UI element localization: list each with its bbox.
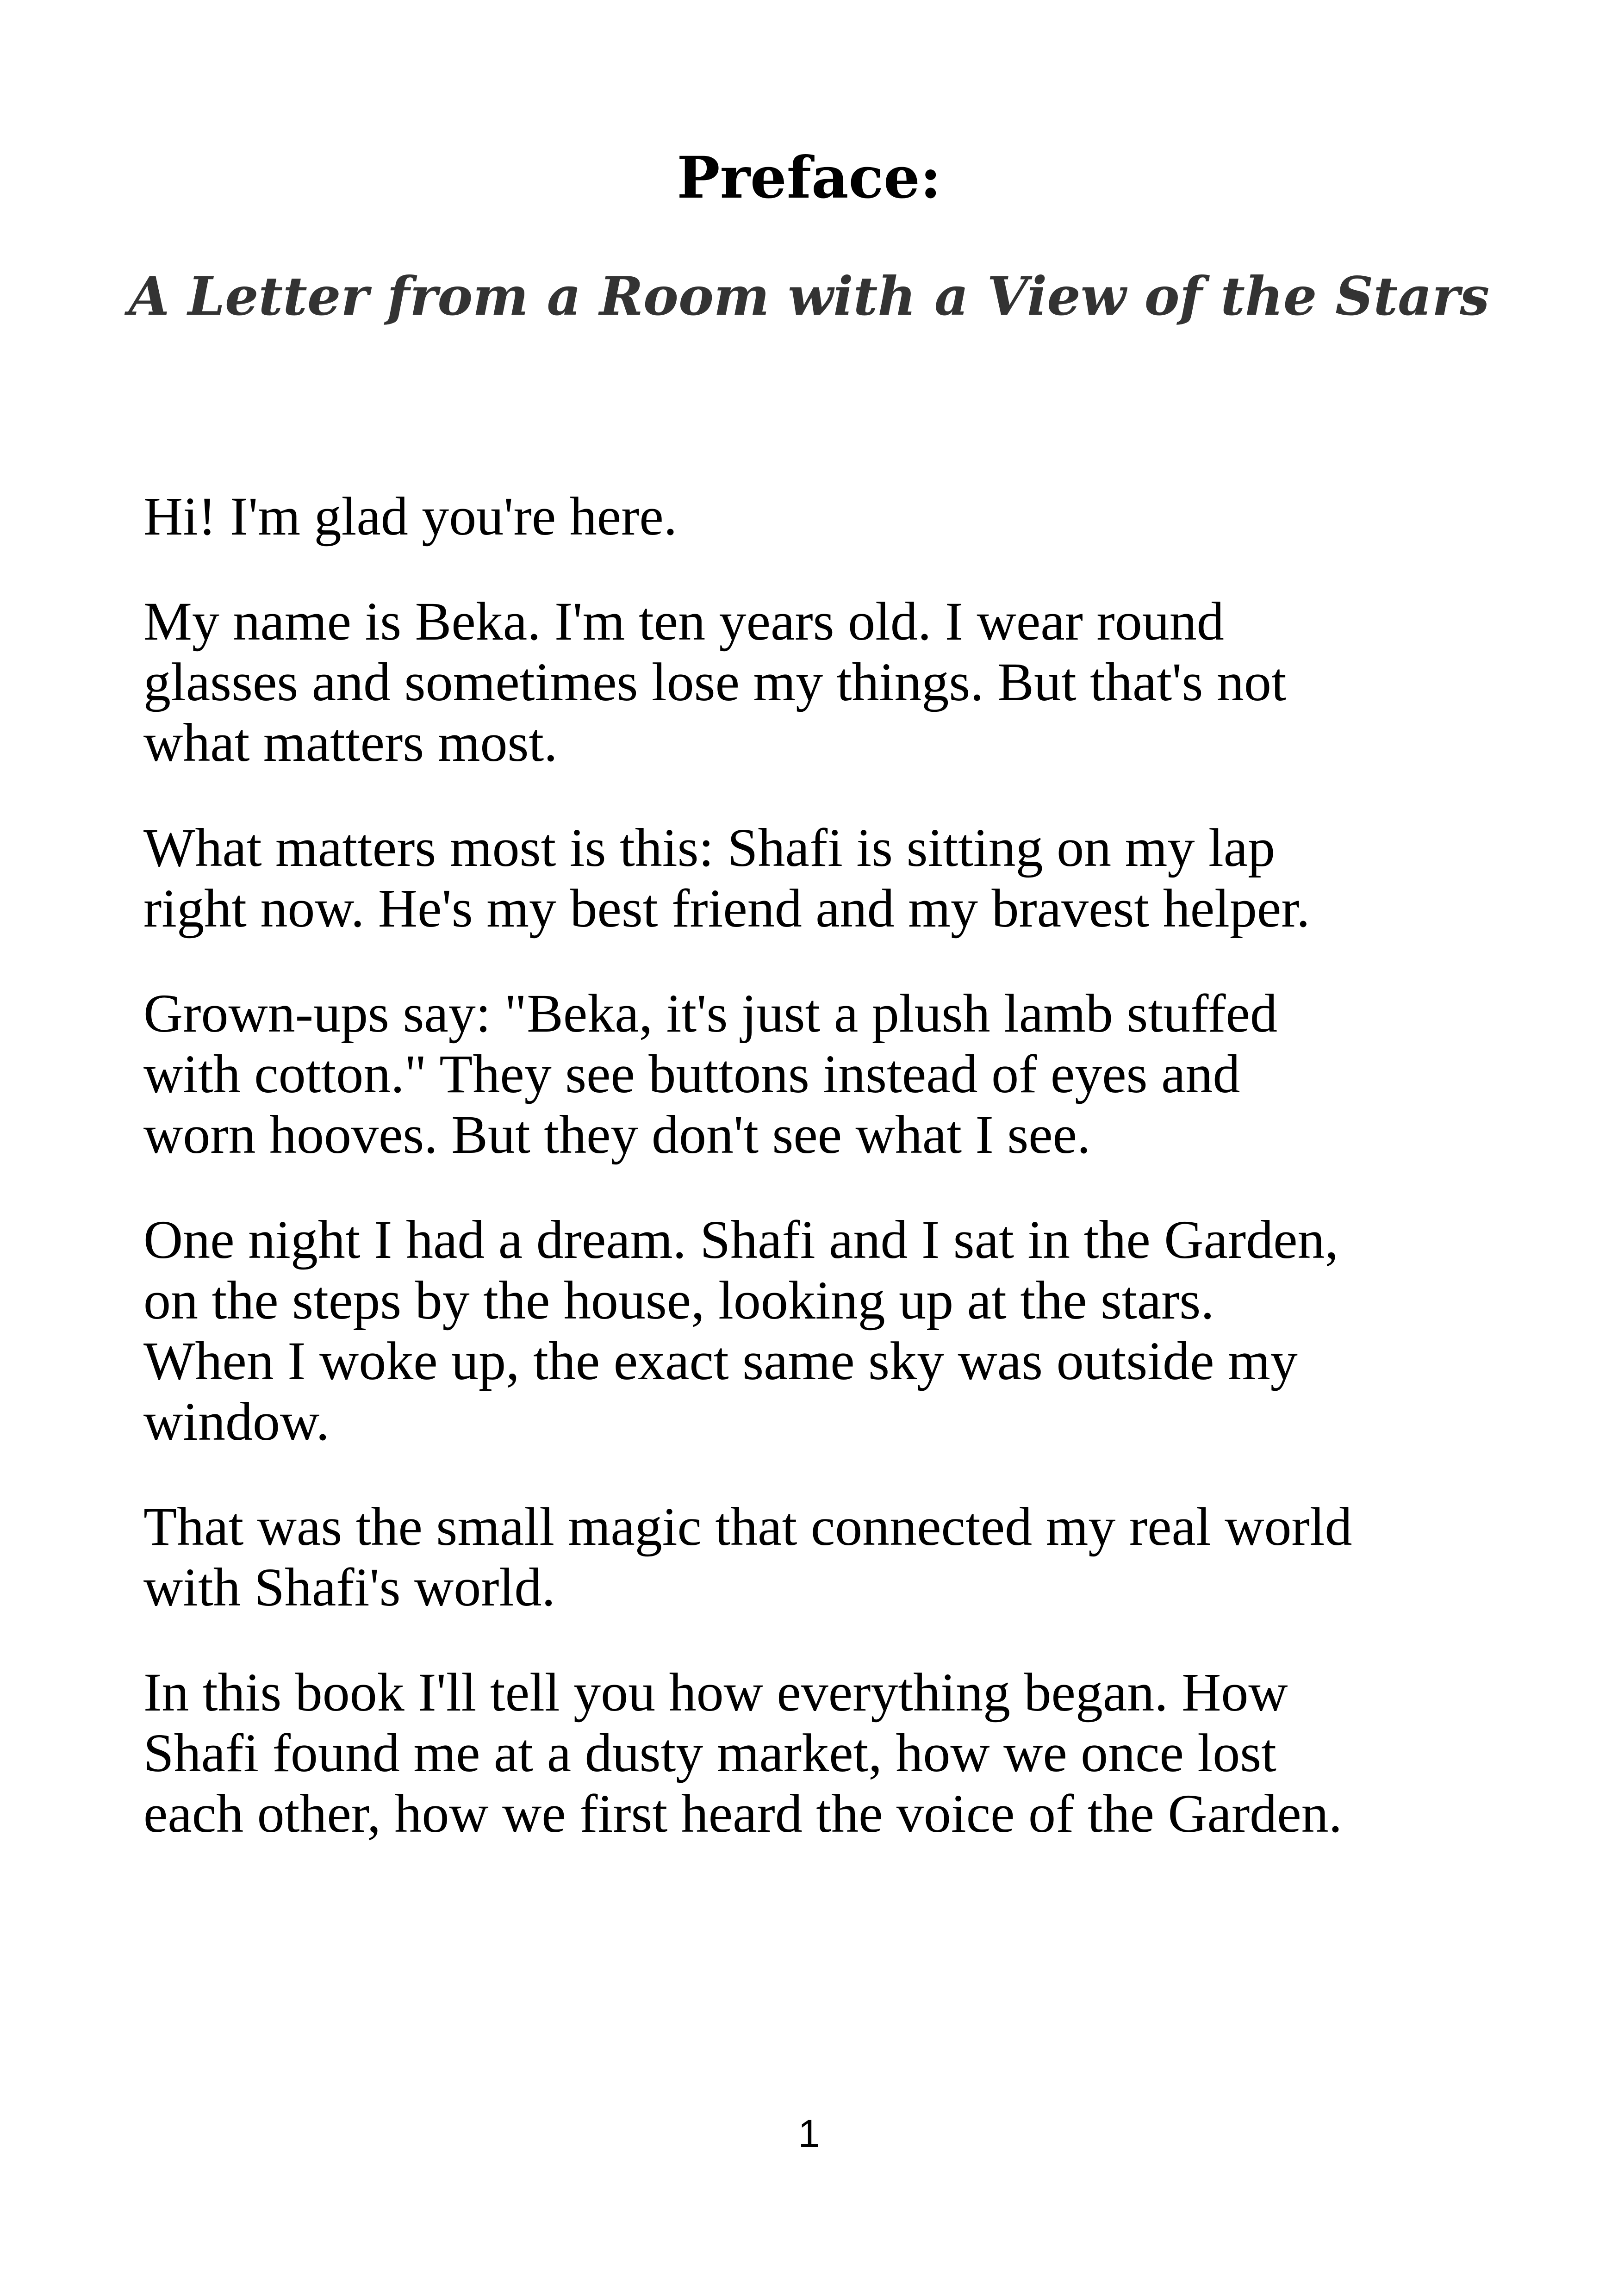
text-line: Hi! I'm glad you're here. — [143, 486, 678, 547]
text-line: One night I had a dream. Shafi and I sat in the Garden, — [143, 1209, 1339, 1270]
text-line: with Shafi's world. — [143, 1557, 555, 1618]
text-line: What matters most is this: Shafi is sitting on my lap — [143, 817, 1276, 878]
page-subtitle: A Letter from a Room with a View of the Stars — [128, 265, 1490, 327]
paragraph — [143, 1496, 1523, 1618]
text-line: Shafi found me at a dusty market, how we once lost — [143, 1723, 1276, 1783]
text-line: Grown-ups say: "Beka, it's just a plush lamb stuffed — [143, 983, 1277, 1044]
body-text — [143, 486, 1523, 1888]
paragraph — [143, 486, 1523, 547]
text-line: glasses and sometimes lose my things. But that's not — [143, 652, 1287, 712]
text-line: each other, how we first heard the voice of the Garden. — [143, 1783, 1343, 1844]
paragraph — [143, 1209, 1523, 1452]
paragraph — [143, 983, 1523, 1165]
text-line: on the steps by the house, looking up at the stars. — [143, 1270, 1214, 1331]
page-title: Preface: — [677, 144, 941, 212]
text-line: worn hooves. But they don't see what I see. — [143, 1104, 1091, 1165]
paragraph — [143, 591, 1523, 773]
text-line: right now. He's my best friend and my bravest helper. — [143, 878, 1310, 939]
text-line: When I woke up, the exact same sky was outside my — [143, 1331, 1298, 1391]
text-line: That was the small magic that connected my real world — [143, 1496, 1352, 1557]
text-line: with cotton." They see buttons instead of eyes and — [143, 1044, 1240, 1104]
page-number: 1 — [798, 2112, 820, 2155]
paragraph — [143, 1662, 1523, 1844]
text-line: what matters most. — [143, 712, 558, 773]
text-line: In this book I'll tell you how everything began. How — [143, 1662, 1288, 1723]
paragraph — [143, 817, 1523, 939]
text-line: window. — [143, 1391, 330, 1452]
text-line: My name is Beka. I'm ten years old. I wear round — [143, 591, 1224, 652]
